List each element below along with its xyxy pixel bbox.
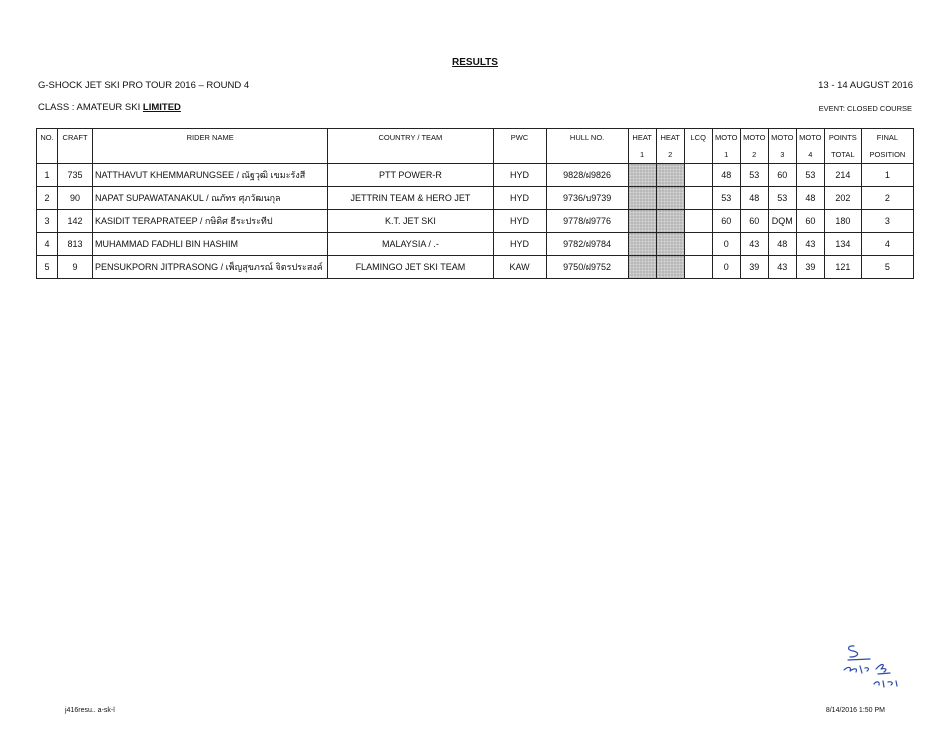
cell-moto-4: 43 — [796, 233, 824, 256]
cell-country-team: K.T. JET SKI — [328, 210, 493, 233]
cell-points-total: 121 — [824, 256, 861, 279]
cell-lcq — [684, 164, 712, 187]
cell-craft: 813 — [58, 233, 93, 256]
footer-file-name: j416resu.. a-sk-l — [65, 707, 115, 714]
cell-pwc: HYD — [493, 187, 546, 210]
cell-rider-name: NAPAT SUPAWATANAKUL / ณภัทร ศุภวัฒนกุล — [93, 187, 328, 210]
cell-no: 2 — [37, 187, 58, 210]
header-moto-4-number: 4 — [796, 146, 824, 164]
footer-print-timestamp: 8/14/2016 1:50 PM — [825, 707, 885, 714]
cell-hull-no: 9736/บ9739 — [546, 187, 628, 210]
cell-lcq — [684, 187, 712, 210]
cell-moto-2: 39 — [740, 256, 768, 279]
cell-pwc: KAW — [493, 256, 546, 279]
cell-lcq — [684, 256, 712, 279]
handwritten-signature — [840, 640, 910, 695]
cell-country-team: MALAYSIA / .- — [328, 233, 493, 256]
table-header — [37, 129, 914, 164]
event-name: G-SHOCK JET SKI PRO TOUR 2016 – ROUND 4 — [38, 80, 250, 91]
cell-pwc: HYD — [493, 164, 546, 187]
cell-moto-2: 48 — [740, 187, 768, 210]
header-final: FINAL — [861, 129, 913, 147]
table-body — [37, 164, 914, 279]
cell-craft: 90 — [58, 187, 93, 210]
cell-heat-2 — [656, 164, 684, 187]
cell-rider-name: PENSUKPORN JITPRASONG / เพ็ญสุขภรณ์ จิตรประสงค์ — [93, 256, 328, 279]
header-hull-no-sub — [546, 146, 628, 164]
class-prefix: CLASS : AMATEUR SKI — [38, 102, 143, 113]
cell-heat-2 — [656, 256, 684, 279]
cell-moto-4: 48 — [796, 187, 824, 210]
header-moto-1-number: 1 — [712, 146, 740, 164]
header-moto-2-number: 2 — [740, 146, 768, 164]
cell-heat-2 — [656, 187, 684, 210]
cell-moto-2: 43 — [740, 233, 768, 256]
cell-heat-1 — [628, 256, 656, 279]
cell-craft: 142 — [58, 210, 93, 233]
cell-moto-3: 43 — [768, 256, 796, 279]
cell-heat-2 — [656, 210, 684, 233]
header-heat-1-number: 1 — [628, 146, 656, 164]
cell-country-team: JETTRIN TEAM & HERO JET — [328, 187, 493, 210]
cell-points-total: 134 — [824, 233, 861, 256]
header-lcq: LCQ — [684, 129, 712, 147]
header-moto-1: MOTO — [712, 129, 740, 147]
cell-pwc: HYD — [493, 233, 546, 256]
cell-points-total: 214 — [824, 164, 861, 187]
header-moto-3-number: 3 — [768, 146, 796, 164]
table-row — [37, 187, 914, 210]
cell-moto-1: 48 — [712, 164, 740, 187]
class-name: LIMITED — [142, 102, 181, 113]
event-date: 13 - 14 AUGUST 2016 — [818, 80, 913, 91]
cell-no: 5 — [37, 256, 58, 279]
header-craft: CRAFT — [58, 129, 93, 147]
cell-craft: 9 — [58, 256, 93, 279]
cell-moto-2: 53 — [740, 164, 768, 187]
cell-heat-1 — [628, 164, 656, 187]
header-heat-2-number: 2 — [656, 146, 684, 164]
cell-final-position: 4 — [861, 233, 913, 256]
results-table — [36, 128, 914, 279]
cell-hull-no: 9778/ฝ9776 — [546, 210, 628, 233]
cell-hull-no: 9782/ฝ9784 — [546, 233, 628, 256]
cell-hull-no: 9750/ฝ9752 — [546, 256, 628, 279]
header-country-team-sub — [328, 146, 493, 164]
cell-moto-1: 60 — [712, 210, 740, 233]
cell-moto-3: 48 — [768, 233, 796, 256]
cell-lcq — [684, 210, 712, 233]
cell-heat-1 — [628, 187, 656, 210]
cell-moto-2: 60 — [740, 210, 768, 233]
header-lcq-sub — [684, 146, 712, 164]
cell-hull-no: 9828/ฝ9826 — [546, 164, 628, 187]
class-line — [38, 102, 181, 113]
cell-points-total: 202 — [824, 187, 861, 210]
cell-moto-4: 60 — [796, 210, 824, 233]
cell-moto-3: 60 — [768, 164, 796, 187]
table-row — [37, 210, 914, 233]
header-heat-1: HEAT — [628, 129, 656, 147]
header-moto-2: MOTO — [740, 129, 768, 147]
results-title: RESULTS — [452, 57, 498, 68]
header-no: NO. — [37, 129, 58, 147]
cell-moto-4: 53 — [796, 164, 824, 187]
header-country-team: COUNTRY / TEAM — [328, 129, 493, 147]
cell-moto-3: 53 — [768, 187, 796, 210]
cell-country-team: PTT POWER-R — [328, 164, 493, 187]
header-rider-name-sub — [93, 146, 328, 164]
cell-moto-1: 0 — [712, 256, 740, 279]
cell-final-position: 5 — [861, 256, 913, 279]
cell-no: 1 — [37, 164, 58, 187]
cell-points-total: 180 — [824, 210, 861, 233]
cell-moto-4: 39 — [796, 256, 824, 279]
header-heat-2: HEAT — [656, 129, 684, 147]
header-moto-3: MOTO — [768, 129, 796, 147]
cell-lcq — [684, 233, 712, 256]
cell-rider-name: KASIDIT TERAPRATEEP / กษิดิศ ธีระประทีป — [93, 210, 328, 233]
header-points-total: TOTAL — [824, 146, 861, 164]
header-points: POINTS — [824, 129, 861, 147]
header-rider-name: RIDER NAME — [93, 129, 328, 147]
cell-heat-2 — [656, 233, 684, 256]
cell-craft: 735 — [58, 164, 93, 187]
cell-final-position: 2 — [861, 187, 913, 210]
cell-heat-1 — [628, 233, 656, 256]
header-craft-sub — [58, 146, 93, 164]
cell-final-position: 3 — [861, 210, 913, 233]
header-final-position: POSITION — [861, 146, 913, 164]
table-row — [37, 164, 914, 187]
header-no-sub — [37, 146, 58, 164]
cell-pwc: HYD — [493, 210, 546, 233]
cell-no: 4 — [37, 233, 58, 256]
cell-no: 3 — [37, 210, 58, 233]
cell-final-position: 1 — [861, 164, 913, 187]
header-pwc: PWC — [493, 129, 546, 147]
event-type: EVENT: CLOSED COURSE — [818, 104, 912, 113]
cell-moto-1: 53 — [712, 187, 740, 210]
header-pwc-sub — [493, 146, 546, 164]
header-moto-4: MOTO — [796, 129, 824, 147]
cell-moto-1: 0 — [712, 233, 740, 256]
table-row — [37, 256, 914, 279]
cell-moto-3: DQM — [768, 210, 796, 233]
cell-rider-name: MUHAMMAD FADHLI BIN HASHIM — [93, 233, 328, 256]
cell-heat-1 — [628, 210, 656, 233]
cell-country-team: FLAMINGO JET SKI TEAM — [328, 256, 493, 279]
header-hull-no: HULL NO. — [546, 129, 628, 147]
cell-rider-name: NATTHAVUT KHEMMARUNGSEE / ณัฐวุฒิ เขมะรังสี — [93, 164, 328, 187]
table-row — [37, 233, 914, 256]
